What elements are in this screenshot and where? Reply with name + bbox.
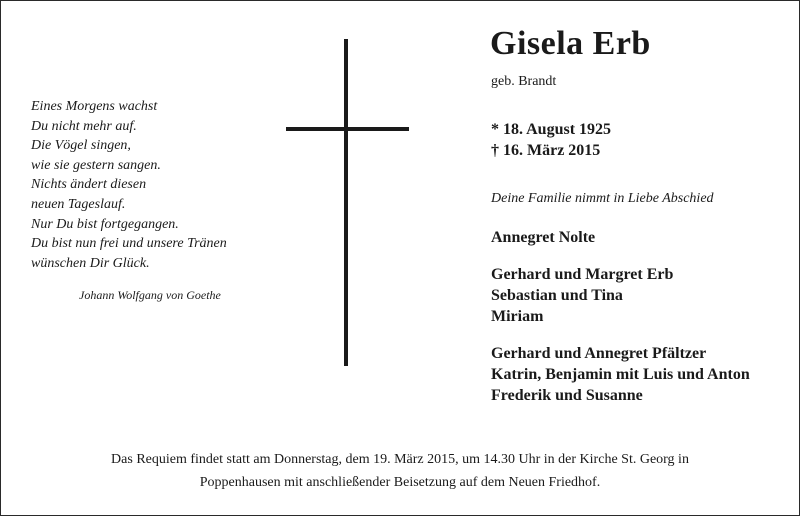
poem	[31, 97, 271, 273]
poem-line: Nichts ändert diesen	[31, 177, 147, 193]
family-member: Annegret Nolte	[491, 229, 596, 246]
poem-line: wie sie gestern sangen.	[31, 157, 161, 173]
life-dates	[491, 119, 611, 161]
poem-line: Eines Morgens wachst	[31, 99, 158, 114]
cross-icon-bar	[286, 127, 409, 131]
family-group	[491, 264, 673, 327]
poem-line: Nur Du bist fortgegangen.	[31, 216, 179, 232]
family-member: Katrin, Benjamin mit Luis und Anton	[491, 366, 750, 383]
family-group	[491, 227, 595, 248]
farewell-text: Deine Familie nimmt in Liebe Abschied	[491, 191, 714, 206]
poem-line: Du nicht mehr auf.	[31, 118, 137, 134]
birth-date: * 18. August 1925	[491, 121, 612, 138]
deceased-name: Gisela Erb	[490, 25, 651, 62]
requiem-info	[0, 448, 800, 494]
cross-icon	[344, 39, 348, 366]
family-member: Sebastian und Tina	[491, 287, 623, 304]
family-member: Gerhard und Annegret Pfältzer	[491, 345, 707, 362]
family-member: Gerhard und Margret Erb	[491, 266, 674, 283]
death-date: † 16. März 2015	[491, 142, 601, 159]
family-group	[491, 343, 750, 406]
family-member: Miriam	[491, 308, 544, 325]
poem-line: wünschen Dir Glück.	[31, 255, 150, 271]
poem-author: Johann Wolfgang von Goethe	[79, 288, 221, 302]
requiem-line: Poppenhausen mit anschließender Beisetzung auf dem Neuen Friedhof.	[199, 475, 601, 490]
poem-line: Die Vögel singen,	[31, 138, 131, 154]
maiden-name: geb. Brandt	[491, 74, 557, 89]
requiem-line: Das Requiem findet statt am Donnerstag, dem 19. März 2015, um 14.30 Uhr in der Kirche St. Georg in	[111, 452, 689, 467]
family-member: Frederik und Susanne	[491, 387, 643, 404]
poem-line: Du bist nun frei und unsere Tränen	[31, 236, 227, 252]
poem-line: neuen Tageslauf.	[31, 196, 126, 212]
